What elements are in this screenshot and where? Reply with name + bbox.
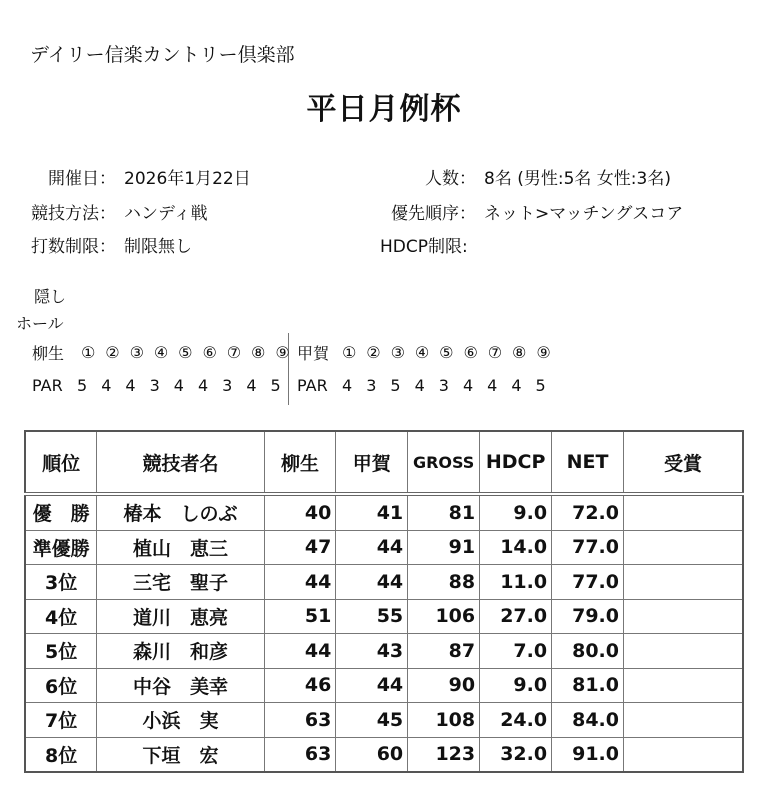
yagyu-score-cell: 47 (264, 530, 336, 565)
award-cell (623, 634, 743, 669)
yagyu-score-cell: 46 (264, 668, 336, 703)
hdcp-limit-label: HDCP制限: (380, 237, 468, 257)
course-holes-2 (297, 341, 556, 364)
par-value: 4 (414, 376, 425, 395)
award-cell (623, 565, 743, 600)
gross-cell: 87 (408, 634, 480, 669)
par-list (335, 376, 553, 395)
hole-mark: ② (105, 343, 120, 362)
hole-mark: ⑧ (251, 343, 266, 362)
award-cell (623, 737, 743, 772)
par-value: 5 (535, 376, 546, 395)
net-cell: 77.0 (552, 565, 624, 600)
yagyu-score-cell: 63 (264, 703, 336, 738)
par-label: PAR (297, 376, 328, 395)
yagyu-score-cell: 63 (264, 737, 336, 772)
yagyu-score-cell: 51 (264, 599, 336, 634)
table-row (25, 494, 743, 530)
hdcp-cell: 27.0 (480, 599, 552, 634)
par-value: 3 (366, 376, 377, 395)
course-name: 柳生 (32, 344, 65, 363)
award-cell (623, 703, 743, 738)
hdcp-cell: 7.0 (480, 634, 552, 669)
hole-list (337, 343, 556, 362)
table-row (25, 634, 743, 669)
par-list (70, 376, 288, 395)
koka-score-cell: 60 (336, 737, 408, 772)
date-value: 2026年1月22日 (124, 169, 251, 189)
hdcp-cell: 32.0 (480, 737, 552, 772)
course-par-1 (32, 376, 288, 395)
player-name-cell: 植山 恵三 (97, 530, 264, 565)
hole-mark: ⑨ (536, 343, 551, 362)
yagyu-score-cell: 44 (264, 634, 336, 669)
hole-mark: ④ (414, 343, 430, 362)
info-hdcp-limit (380, 232, 468, 257)
hole-mark: ⑧ (512, 343, 527, 362)
koka-score-cell: 44 (336, 565, 408, 600)
hole-mark: ⑥ (202, 343, 217, 362)
info-players (380, 164, 671, 189)
par-value: 5 (390, 376, 401, 395)
koka-score-cell: 44 (336, 530, 408, 565)
award-cell (623, 530, 743, 565)
header-hdcp: HDCP (480, 431, 552, 494)
table-row (25, 668, 743, 703)
par-value: 4 (173, 376, 184, 395)
hdcp-cell: 14.0 (480, 530, 552, 565)
hole-mark: ③ (129, 343, 144, 362)
header-award: 受賞 (623, 431, 743, 494)
award-cell (623, 494, 743, 530)
rank-cell: 8位 (25, 737, 97, 772)
hole-mark: ③ (390, 343, 405, 362)
table-row (25, 565, 743, 600)
header-gross: GROSS (408, 431, 480, 494)
par-value: 4 (342, 376, 353, 395)
header-koka: 甲賀 (336, 431, 408, 494)
method-value: ハンディ戦 (124, 204, 208, 224)
hole-mark: ⑦ (226, 343, 242, 362)
header-net: NET (552, 431, 624, 494)
gross-cell: 123 (408, 737, 480, 772)
par-value: 4 (101, 376, 112, 395)
table-header-row (25, 431, 743, 494)
hdcp-cell: 9.0 (480, 668, 552, 703)
net-cell: 72.0 (552, 494, 624, 530)
hidden-holes-label-1: 隠し (34, 287, 67, 306)
koka-score-cell: 45 (336, 703, 408, 738)
par-value: 3 (438, 376, 449, 395)
koka-score-cell: 55 (336, 599, 408, 634)
hole-mark: ④ (153, 343, 169, 362)
par-value: 5 (270, 376, 281, 395)
hole-mark: ② (366, 343, 381, 362)
player-name-cell: 椿本 しのぶ (97, 494, 264, 530)
yagyu-score-cell: 44 (264, 565, 336, 600)
hdcp-cell: 11.0 (480, 565, 552, 600)
hole-mark: ① (80, 343, 96, 362)
hole-list (76, 343, 295, 362)
info-limit (18, 232, 192, 257)
club-name: デイリー信楽カントリー倶楽部 (30, 44, 295, 66)
koka-score-cell: 43 (336, 634, 408, 669)
priority-label: 優先順序： (391, 204, 476, 224)
gross-cell: 81 (408, 494, 480, 530)
par-value: 4 (125, 376, 136, 395)
player-name-cell: 中谷 美幸 (97, 668, 264, 703)
net-cell: 77.0 (552, 530, 624, 565)
par-value: 4 (462, 376, 474, 395)
header-player: 競技者名 (97, 431, 264, 494)
net-cell: 79.0 (552, 599, 624, 634)
players-value: 8名 (男性:5名 女性:3名) (484, 169, 671, 189)
hidden-holes-label-2: ホール (16, 314, 64, 333)
player-name-cell: 三宅 聖子 (97, 565, 264, 600)
rank-cell: 7位 (25, 703, 97, 738)
hdcp-cell: 9.0 (480, 494, 552, 530)
par-value: 4 (487, 376, 498, 395)
hole-mark: ① (341, 343, 357, 362)
par-value: 3 (222, 376, 233, 395)
limit-value: 制限無し (124, 237, 192, 257)
rank-cell: 優 勝 (25, 494, 97, 530)
header-rank: 順位 (25, 431, 97, 494)
award-cell (623, 599, 743, 634)
table-row (25, 599, 743, 634)
par-value: 4 (511, 376, 522, 395)
info-date (18, 164, 251, 189)
rank-cell: 3位 (25, 565, 97, 600)
koka-score-cell: 41 (336, 494, 408, 530)
hole-mark: ⑤ (439, 343, 454, 362)
gross-cell: 90 (408, 668, 480, 703)
rank-cell: 5位 (25, 634, 97, 669)
date-label: 開催日： (48, 169, 116, 189)
rank-cell: 準優勝 (25, 530, 97, 565)
priority-value: ネット>マッチングスコア (484, 204, 684, 224)
hole-mark: ⑦ (487, 343, 503, 362)
rank-cell: 6位 (25, 668, 97, 703)
page-title: 平日月例杯 (306, 92, 462, 127)
net-cell: 81.0 (552, 668, 624, 703)
net-cell: 84.0 (552, 703, 624, 738)
hole-mark: ⑨ (275, 343, 290, 362)
par-value: 4 (246, 376, 257, 395)
table-row (25, 530, 743, 565)
hole-mark: ⑥ (463, 343, 478, 362)
gross-cell: 91 (408, 530, 480, 565)
koka-score-cell: 44 (336, 668, 408, 703)
par-value: 4 (197, 376, 209, 395)
course-par-2 (297, 376, 553, 395)
gross-cell: 106 (408, 599, 480, 634)
players-label: 人数： (425, 169, 476, 189)
rank-cell: 4位 (25, 599, 97, 634)
gross-cell: 108 (408, 703, 480, 738)
hdcp-cell: 24.0 (480, 703, 552, 738)
par-label: PAR (32, 376, 63, 395)
course-name: 甲賀 (297, 344, 330, 363)
player-name-cell: 森川 和彦 (97, 634, 264, 669)
table-row (25, 703, 743, 738)
limit-label: 打数制限： (31, 237, 116, 257)
info-priority (380, 199, 683, 224)
gross-cell: 88 (408, 565, 480, 600)
info-method (18, 199, 208, 224)
net-cell: 80.0 (552, 634, 624, 669)
par-value: 3 (149, 376, 160, 395)
method-label: 競技方法： (31, 204, 116, 224)
net-cell: 91.0 (552, 737, 624, 772)
player-name-cell: 小浜 実 (97, 703, 264, 738)
award-cell (623, 668, 743, 703)
par-value: 5 (77, 376, 88, 395)
hole-mark: ⑤ (178, 343, 193, 362)
yagyu-score-cell: 40 (264, 494, 336, 530)
course-holes-1 (32, 341, 295, 364)
header-yagyu: 柳生 (264, 431, 336, 494)
table-row (25, 737, 743, 772)
player-name-cell: 下垣 宏 (97, 737, 264, 772)
results-table (24, 430, 744, 773)
player-name-cell: 道川 恵亮 (97, 599, 264, 634)
